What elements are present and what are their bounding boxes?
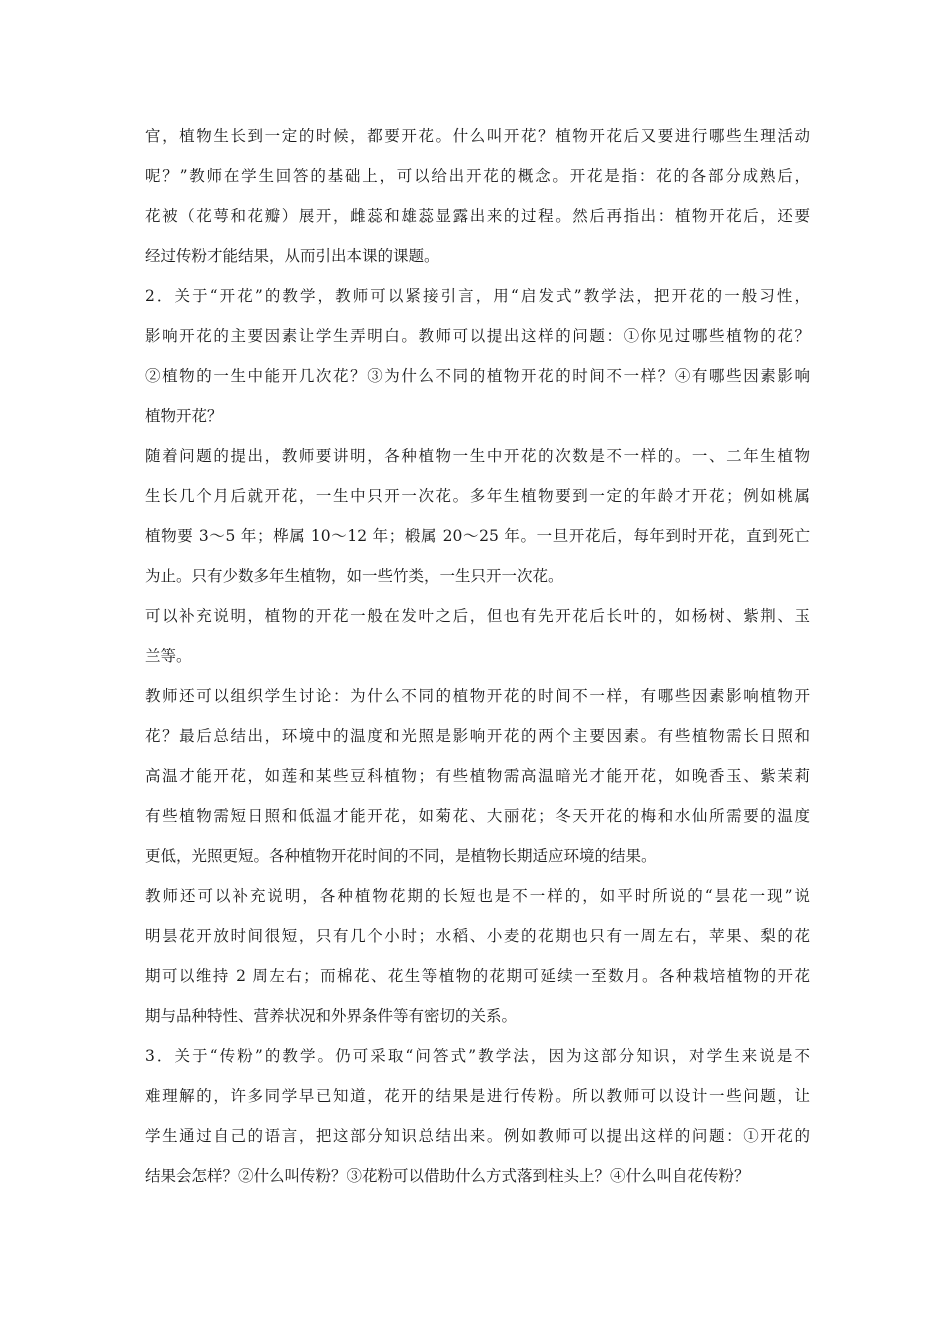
text-line: 期与品种特性、营养状况和外界条件等有密切的关系。: [145, 1007, 518, 1025]
text-line: 花被（花萼和花瓣）展开，雌蕊和雄蕊显露出来的过程。然后再指出：植物开花后，还要: [145, 207, 810, 225]
text-line: 难理解的，许多同学早已知道，花开的结果是进行传粉。所以教师可以设计一些问题，让: [145, 1087, 810, 1105]
text-line: 3．关于“传粉”的教学。仍可采取“问答式”教学法，因为这部分知识，对学生来说是不: [145, 1047, 810, 1065]
paragraph-flowers-before-leaves: [145, 596, 810, 676]
text-line: 期可以维持 2 周左右；而棉花、花生等植物的花期可延续一至数月。各种栽培植物的开花: [145, 967, 810, 985]
paragraph-temperature-light: [145, 676, 810, 876]
text-line: 更低，光照更短。各种植物开花时间的不同，是植物长期适应环境的结果。: [145, 847, 657, 865]
text-line: 官，植物生长到一定的时候，都要开花。什么叫开花？植物开花后又要进行哪些生理活动: [145, 127, 810, 145]
text-line: 花？最后总结出，环境中的温度和光照是影响开花的两个主要因素。有些植物需长日照和: [145, 727, 810, 745]
text-line: 植物要 3～5 年；桦属 10～12 年；椴属 20～25 年。一旦开花后，每年到时开花，直到死亡: [145, 527, 810, 545]
text-line: 学生通过自己的语言，把这部分知识总结出来。例如教师可以提出这样的问题：①开花的: [145, 1127, 810, 1145]
text-line: 有些植物需短日照和低温才能开花，如菊花、大丽花；冬天开花的梅和水仙所需要的温度: [145, 807, 810, 825]
text-line: 可以补充说明，植物的开花一般在发叶之后，但也有先开花后长叶的，如杨树、紫荆、玉: [145, 607, 810, 625]
text-line: 兰等。: [145, 647, 192, 665]
text-line: 教师还可以补充说明，各种植物花期的长短也是不一样的，如平时所说的“昙花一现”说: [145, 887, 810, 905]
paragraph-pollination-teaching: [145, 1036, 810, 1196]
text-line: 明昙花开放时间很短，只有几个小时；水稻、小麦的花期也只有一周左右，苹果、梨的花: [145, 927, 810, 945]
paragraph-flowering-frequency: [145, 436, 810, 596]
text-line: ②植物的一生中能开几次花？③为什么不同的植物开花的时间不一样？④有哪些因素影响: [145, 367, 810, 385]
text-line: 生长几个月后就开花，一生中只开一次花。多年生植物要到一定的年龄才开花；例如桃属: [145, 487, 810, 505]
text-line: 结果会怎样？②什么叫传粉？③花粉可以借助什么方式落到柱头上？④什么叫自花传粉？: [145, 1167, 750, 1185]
paragraph-intro-continuation: [145, 116, 810, 276]
text-line: 植物开花？: [145, 407, 223, 425]
text-line: 经过传粉才能结果，从而引出本课的课题。: [145, 247, 440, 265]
text-line: 教师还可以组织学生讨论：为什么不同的植物开花的时间不一样，有哪些因素影响植物开: [145, 687, 810, 705]
paragraph-flowering-period: [145, 876, 810, 1036]
text-line: 随着问题的提出，教师要讲明，各种植物一生中开花的次数是不一样的。一、二年生植物: [145, 447, 810, 465]
text-line: 为止。只有少数多年生植物，如一些竹类，一生只开一次花。: [145, 567, 564, 585]
text-line: 2．关于“开花”的教学，教师可以紧接引言，用“启发式”教学法，把开花的一般习性，: [145, 287, 810, 305]
paragraph-flowering-teaching: [145, 276, 810, 436]
text-line: 影响开花的主要因素让学生弄明白。教师可以提出这样的问题：①你见过哪些植物的花？: [145, 327, 810, 345]
document-body: [145, 116, 810, 1196]
text-line: 高温才能开花，如莲和某些豆科植物；有些植物需高温暗光才能开花，如晚香玉、紫茉莉: [145, 767, 810, 785]
text-line: 呢？”教师在学生回答的基础上，可以给出开花的概念。开花是指：花的各部分成熟后，: [145, 167, 810, 185]
